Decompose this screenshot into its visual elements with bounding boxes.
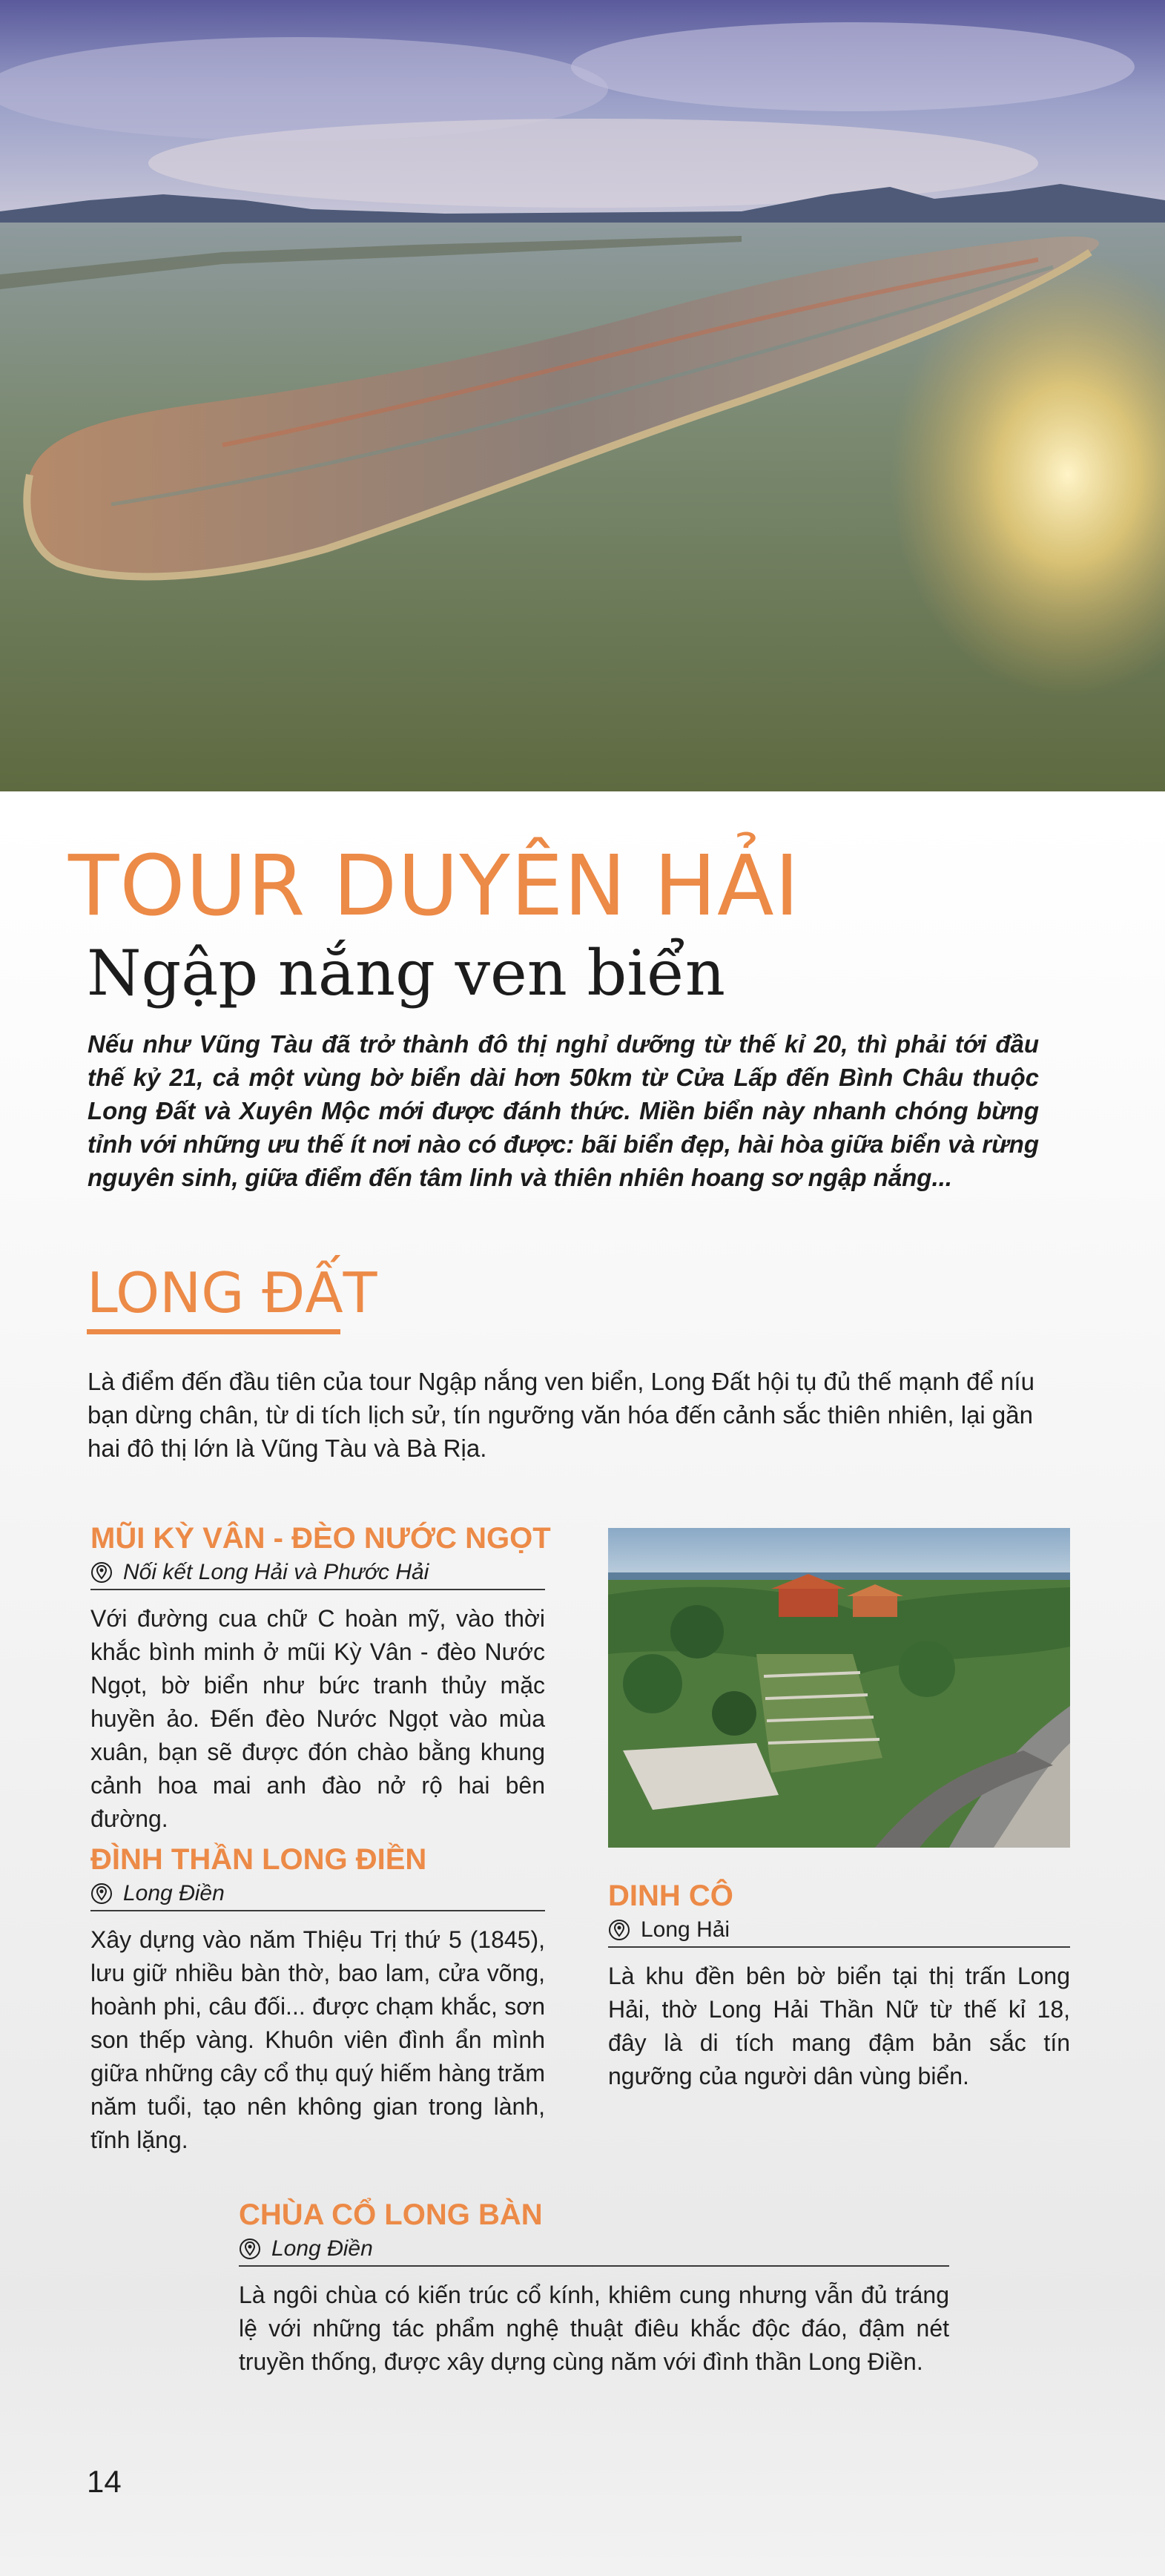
place-location xyxy=(608,1914,1070,1948)
place-dinh-co xyxy=(608,1878,1070,2093)
location-pin-icon xyxy=(90,1561,113,1584)
place-description: Với đường cua chữ C hoàn mỹ, vào thời khắc bình minh ở mũi Kỳ Vân - đèo Nước Ngọt, bờ biển như bức tranh thủy mặc huyền ảo. Đến đèo Nước Ngọt vào mùa xuân, bạn sẽ được đón chào bằng khung cảnh hoa mai anh đào nở rộ hai bên đường. xyxy=(90,1605,545,1832)
intro-paragraph: Nếu như Vũng Tàu đã trở thành đô thị nghỉ dưỡng từ thế kỉ 20, thì phải tới đầu thế kỷ 21, cả một vùng bờ biển dài hơn 50km từ Cửa Lấp đến Bình Châu thuộc Long Đất và Xuyên Mộc mới được đánh thức. Miền biển này nhanh chóng bừng tỉnh với những ưu thế ít nơi nào có được: bãi biển đẹp, hài hòa giữa biển và rừng nguyên sinh, giữa điểm đến tâm linh và thiên nhiên hoang sơ ngập nắng... xyxy=(88,1030,1039,1191)
place-title: CHÙA CỔ LONG BÀN xyxy=(239,2198,543,2231)
place-location-text: Long Điền xyxy=(271,2236,373,2261)
place-dinh-than-long-dien xyxy=(90,1842,545,2157)
location-pin-icon xyxy=(608,1919,630,1941)
hero-coastal-photo xyxy=(0,0,1165,791)
page-title: TOUR DUYÊN HẢI xyxy=(68,838,800,935)
section-underline xyxy=(87,1329,340,1334)
dinh-co-photo xyxy=(608,1528,1070,1848)
place-mui-ky-van xyxy=(90,1521,551,1836)
page-number: 14 xyxy=(87,2464,122,2499)
place-location-text: Nối kết Long Hải và Phước Hải xyxy=(123,1560,429,1584)
place-title: MŨI KỲ VÂN - ĐÈO NƯỚC NGỌT xyxy=(90,1522,551,1555)
place-location-text: Long Hải xyxy=(641,1917,730,1942)
place-location xyxy=(239,2233,949,2267)
place-description: Là ngôi chùa có kiến trúc cổ kính, khiêm cung nhưng vẫn đủ tráng lệ với những tác phẩm nghệ thuật điêu khắc độc đáo, đậm nét truyền thống, được xây dựng cùng năm với đình thần Long Điền. xyxy=(239,2282,949,2375)
place-location xyxy=(90,1877,545,1911)
place-title: ĐÌNH THẦN LONG ĐIỀN xyxy=(90,1843,427,1876)
place-description: Là khu đền bên bờ biển tại thị trấn Long Hải, thờ Long Hải Thần Nữ từ thế kỉ 18, đây là di tích mang đậm bản sắc tín ngưỡng của người dân vùng biển. xyxy=(608,1963,1070,2089)
place-location-text: Long Điền xyxy=(123,1881,225,1905)
page-subtitle: Ngập nắng ven biển xyxy=(87,937,725,1009)
section-heading: LONG ĐẤT xyxy=(87,1260,377,1325)
place-chua-co-long-ban xyxy=(239,2197,949,2379)
place-title: DINH CÔ xyxy=(608,1880,733,1912)
section-description: Là điểm đến đầu tiên của tour Ngập nắng ven biển, Long Đất hội tụ đủ thế mạnh để níu bạn dừng chân, từ di tích lịch sử, tín ngưỡng văn hóa đến cảnh sắc thiên nhiên, lại gần hai đô thị lớn là Vũng Tàu và Bà Rịa. xyxy=(88,1368,1034,1462)
location-pin-icon xyxy=(90,1882,113,1905)
place-location xyxy=(90,1556,545,1590)
place-description: Xây dựng vào năm Thiệu Trị thứ 5 (1845), lưu giữ nhiều bàn thờ, bao lam, cửa võng, hoành phi, câu đối... được chạm khắc, sơn son thếp vàng. Khuôn viên đình ẩn mình giữa những cây cổ thụ quý hiếm hàng trăm năm tuổi, tạo nên không gian trong lành, tĩnh lặng. xyxy=(90,1926,545,2153)
location-pin-icon xyxy=(239,2238,261,2260)
